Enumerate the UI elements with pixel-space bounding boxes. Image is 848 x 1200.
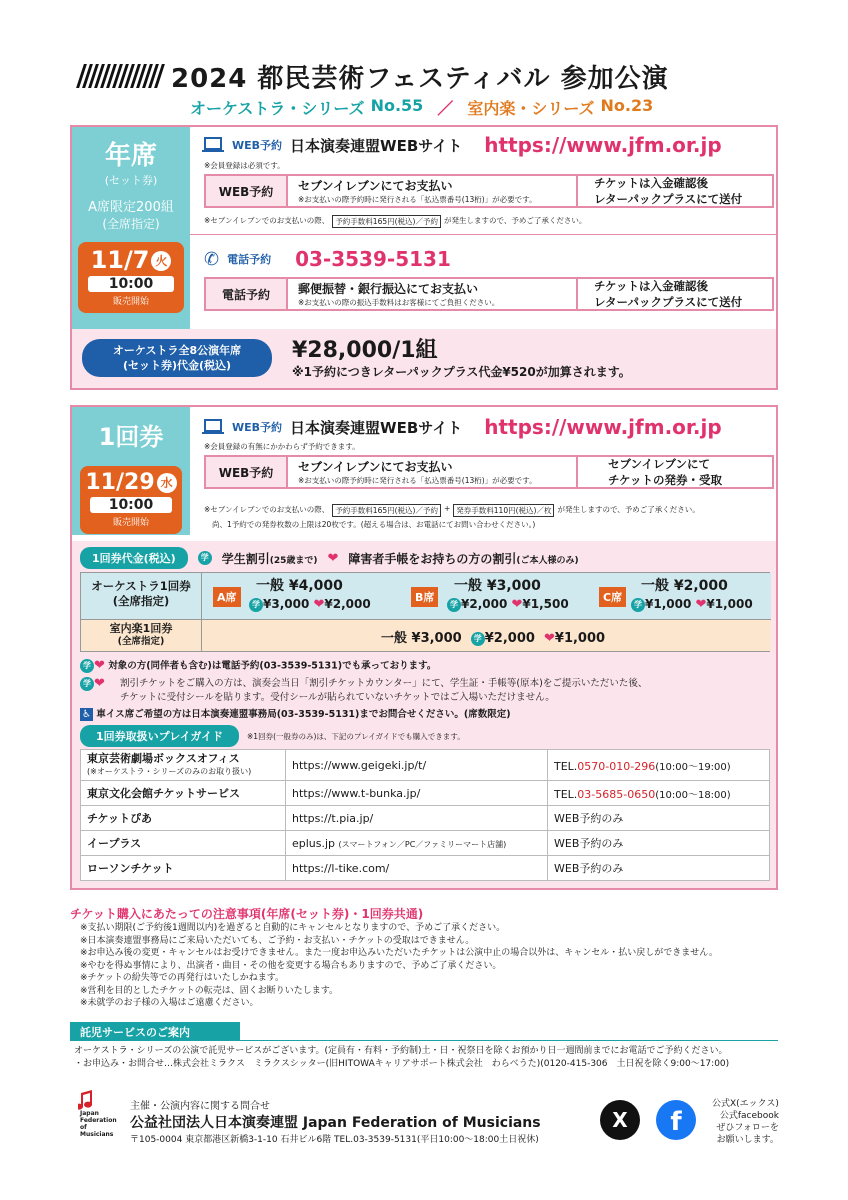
single-fee-b: が発生しますので、予めご了承ください。 xyxy=(557,505,700,514)
season-time: 10:00 xyxy=(88,276,174,292)
phone-icon: ✆ xyxy=(204,248,220,270)
sns-line4: お願いします。 xyxy=(716,1135,779,1145)
season-flow1-step3 xyxy=(578,174,774,208)
season-limit: A席限定200組 xyxy=(88,200,174,215)
guide-tel[interactable]: 03-5685-0650 xyxy=(577,787,656,801)
heart-icon: ❤ xyxy=(544,631,555,646)
guide-note: ※1回券(一般券のみ)は、下記のプレイガイドでも購入できます。 xyxy=(247,731,465,741)
single-fee-box1: 予約手数料165円(税込)／予約 xyxy=(332,504,441,517)
guide-url[interactable]: eplus.jp xyxy=(292,836,336,850)
guide-info-cell xyxy=(548,806,770,831)
guide-name-cell xyxy=(81,750,286,781)
single-web-url[interactable]: https://www.jfm.or.jp xyxy=(484,415,722,439)
guide-info-cell xyxy=(548,831,770,856)
season-web-flow xyxy=(204,174,774,208)
guide-info: (10:00〜19:00) xyxy=(655,761,731,773)
x-icon[interactable]: X xyxy=(600,1100,640,1140)
season-price: ¥28,000/1組 xyxy=(292,338,438,363)
single-web-site: 日本演奏連盟WEBサイト xyxy=(290,418,463,437)
season-date: 11/7 xyxy=(90,246,150,274)
heart-icon: ❤ xyxy=(94,675,105,691)
single-flow-step1: WEB予約 xyxy=(204,455,288,489)
slash: ／ xyxy=(437,99,454,118)
sns-line1: 公式X(エックス) xyxy=(712,1099,779,1109)
seat-b-disabled: ¥1,500 xyxy=(522,597,569,611)
single-flow-step3 xyxy=(578,455,774,489)
season-divider xyxy=(190,234,776,235)
stripes-logo xyxy=(80,64,161,88)
caution-item: ※お申込み後の変更・キャンセルはお受けできません。また一度お申込みいただいたチケットは公演中止の場合以外は、キャンセル・払い戻しができません。 xyxy=(80,948,718,958)
guide-name: 東京芸術劇場ボックスオフィス xyxy=(87,752,240,765)
guide-url-cell xyxy=(286,806,548,831)
music-note-icon xyxy=(78,1090,98,1112)
single-left-column xyxy=(72,407,190,535)
single-price-pill: 1回券代金(税込) xyxy=(80,547,188,569)
season-tel-label: 電話予約 xyxy=(227,253,272,266)
guide-url[interactable]: https://l-tike.com/ xyxy=(292,861,390,875)
series-chamber: 室内楽・シリーズ xyxy=(467,99,595,118)
seat-c-label: C席 xyxy=(599,587,626,607)
seat-a-label: A席 xyxy=(213,587,241,607)
single-web-flow xyxy=(204,455,774,489)
seat-b-student: ¥2,000 xyxy=(461,597,508,611)
guide-url-cell xyxy=(286,856,548,881)
season-flow2-step3-l1: チケットは入金確認後 xyxy=(594,279,708,293)
guide-url[interactable]: https://www.t-bunka.jp/ xyxy=(292,786,421,800)
single-fee-line2: 尚、1予約での発券枚数の上限は20枚です。(超える場合は、お電話にてお問い合わせください。) xyxy=(212,520,536,529)
single-web-note: ※会員登録の有無にかかわらず予約できます。 xyxy=(204,442,360,451)
logo-line2: Federation xyxy=(80,1117,117,1124)
guide-row xyxy=(81,781,770,806)
series-chamber-no: No.23 xyxy=(600,96,654,115)
guide-info: WEB予約のみ xyxy=(554,862,624,875)
guide-tel[interactable]: 0570-010-296 xyxy=(577,759,656,773)
childcare-rule xyxy=(70,1040,778,1041)
single-flow-step3-l2: チケットの発券・受取 xyxy=(608,473,722,487)
student-icon: 学 xyxy=(198,551,212,565)
guide-info-cell xyxy=(548,856,770,881)
heart-icon: ❤ xyxy=(313,597,325,612)
seat-c-disabled: ¥1,000 xyxy=(706,597,753,611)
discount-note3: 車イス席ご希望の方は日本演奏連盟事務局(03-3539-5131)までお問合せください。(席数限定) xyxy=(96,708,511,720)
single-fee-box2: 発券手数料110円(税込)／枚 xyxy=(453,504,554,517)
season-limit-sub: (全席指定) xyxy=(102,217,160,231)
season-fee-note xyxy=(204,215,586,228)
season-tel-flow xyxy=(204,277,774,311)
discount-note2b: チケットに受付シールを貼ります。受付シールが貼られていないチケットではご入場いただけません。 xyxy=(120,691,555,703)
season-web-row xyxy=(202,133,772,157)
student-discount-label: 学生割引 xyxy=(221,551,270,566)
footer-org-en: Japan Federation of Musicians xyxy=(302,1115,541,1131)
single-sale: 販売開始 xyxy=(112,518,149,528)
season-fee-a: ※セブンイレブンでのお支払いの際、 xyxy=(204,216,330,225)
guide-tel-prefix: TEL. xyxy=(554,787,578,801)
single-discount-notes xyxy=(80,659,647,722)
footer-org-jp: 公益社団法人日本演奏連盟 xyxy=(130,1115,298,1131)
guide-name: チケットぴあ xyxy=(87,811,153,825)
season-flow1-step1: WEB予約 xyxy=(204,174,288,208)
heart-icon: ❤ xyxy=(695,597,707,612)
guide-name-cell xyxy=(81,856,286,881)
guide-url-cell xyxy=(286,831,548,856)
student-icon: 学 xyxy=(447,598,461,612)
guide-row xyxy=(81,806,770,831)
guide-name-cell xyxy=(81,806,286,831)
jfm-logo xyxy=(76,1090,120,1142)
caution-item: ※支払い期限(ご予約後1週間以内)を過ぎると自動的にキャンセルとなりますので、予めご了承ください。 xyxy=(80,923,506,933)
discount-note2a: 割引チケットをご購入の方は、演奏会当日「割引チケットカウンター」にて、学生証・手帳等(原本)をご提示いただいた後、 xyxy=(120,677,648,689)
guide-info-cell xyxy=(548,781,770,806)
heart-icon: ❤ xyxy=(511,597,523,612)
season-weekday: 火 xyxy=(151,251,171,271)
wheelchair-icon: ♿ xyxy=(80,708,93,721)
guide-pill: 1回券取扱いプレイガイド xyxy=(80,725,239,747)
footer-org xyxy=(130,1112,541,1132)
caution-item: ※日本演奏連盟事務局にご来局いただいても、ご予約・お支払い・チケットの受取はできません。 xyxy=(80,935,475,946)
seat-c-student: ¥1,000 xyxy=(645,597,692,611)
guide-url[interactable]: https://www.geigeki.jp/t/ xyxy=(292,758,427,772)
guide-row xyxy=(81,856,770,881)
guide-url-cell xyxy=(286,750,548,781)
student-icon: 学 xyxy=(80,677,94,691)
season-price-note: ※1予約につきレターパックプラス代金¥520が加算されます。 xyxy=(292,365,631,379)
season-fee-box: 予約手数料165円(税込)／予約 xyxy=(332,215,441,228)
guide-row xyxy=(81,750,770,781)
logo-line3: of xyxy=(80,1124,87,1131)
season-flow2-step2-text: 郵便振替・銀行振込にてお支払い xyxy=(298,282,479,296)
discount-note1: 対象の方(同伴者も含む)は電話予約(03-3539-5131)でも承っております。 xyxy=(108,660,437,672)
single-price-table xyxy=(80,572,770,652)
guide-info-cell xyxy=(548,750,770,781)
childcare-line1: オーケストラ・シリーズの公演で託児サービスがございます。(定員有・有料・予約制)土・日・祝祭日を除くお預かり日一週間前までにお電話でご予約ください。 xyxy=(74,1046,728,1056)
season-fee-b: が発生しますので、予めご了承ください。 xyxy=(443,216,587,225)
footer-address: 〒105-0004 東京都港区新橋3-1-10 石井ビル6階 TEL.03-3539-5131(平日10:00〜18:00土日祝休) xyxy=(130,1135,539,1145)
series-subtitle xyxy=(190,96,653,119)
sns-line2: 公式facebook xyxy=(719,1111,779,1121)
season-flow1-step2-note: ※お支払いの際予約時に発行される「払込票番号(13桁)」が必要です。 xyxy=(298,195,537,204)
season-tel-number[interactable]: 03-3539-5131 xyxy=(295,247,451,271)
disabled-discount-label: 障害者手帳をお持ちの方の割引 xyxy=(348,551,517,566)
guide-sub: (※オーケストラ・シリーズのみのお取り扱い) xyxy=(87,767,252,776)
single-time: 10:00 xyxy=(90,497,172,513)
orch-price-label xyxy=(81,579,201,609)
seat-a-student: ¥3,000 xyxy=(263,597,310,611)
seat-a-disabled: ¥2,000 xyxy=(324,597,371,611)
logo-line1: Japan xyxy=(80,1110,99,1117)
sns-line3: ぜひフォローを xyxy=(716,1123,779,1133)
guide-name-cell xyxy=(81,831,286,856)
guide-row xyxy=(81,831,770,856)
facebook-icon[interactable]: f xyxy=(656,1100,696,1140)
laptop-icon xyxy=(202,419,224,435)
guide-info: WEB予約のみ xyxy=(554,812,624,825)
chamber-label1: 室内楽1回券 xyxy=(109,622,173,635)
season-web-note: ※会員登録は必須です。 xyxy=(204,161,285,170)
season-left-column xyxy=(72,127,190,329)
price-col-divider xyxy=(201,573,202,651)
season-ticket-card xyxy=(70,125,778,390)
heart-icon: ❤ xyxy=(327,550,339,566)
single-flow-step2 xyxy=(288,455,578,489)
season-flow1-step3-l1: チケットは入金確認後 xyxy=(594,176,708,190)
series-orch: オーケストラ・シリーズ xyxy=(190,99,365,118)
student-icon: 学 xyxy=(631,598,645,612)
season-flow2-step3-l2: レターパックプラスにて送付 xyxy=(594,295,743,309)
single-fee-note xyxy=(204,504,700,517)
header-title-row xyxy=(80,58,780,94)
logo-line4: Musicians xyxy=(80,1131,114,1138)
student-icon: 学 xyxy=(471,632,485,646)
season-date-box xyxy=(78,242,184,313)
childcare-line2: ・お申込み・お問合せ…株式会社ミラクス ミラクスシッター(旧HITOWAキャリアサポート株式会社 わらべうた)(0120-415-306 土日祝を除く9:00〜17:00) xyxy=(74,1058,730,1069)
season-price-label2: (セット券)代金(税込) xyxy=(122,359,232,372)
single-web-row xyxy=(202,415,772,439)
chamber-label2: (全席指定) xyxy=(117,636,165,647)
single-flow-step2-note: ※お支払いの際予約時に発行される「払込票番号(13桁)」が必要です。 xyxy=(298,476,537,485)
single-weekday: 水 xyxy=(157,473,177,493)
season-flow1-step2-text: セブンイレブンにてお支払い xyxy=(298,179,453,193)
cautions-title: チケット購入にあたっての注意事項(年席(セット券)・1回券共通) xyxy=(70,907,424,921)
single-web-label: WEB予約 xyxy=(232,421,283,434)
guide-name: 東京文化会館チケットサービス xyxy=(87,786,241,800)
single-date: 11/29 xyxy=(85,470,155,495)
disabled-discount-sub: (ご本人様のみ) xyxy=(516,555,579,566)
guide-url-cell xyxy=(286,781,548,806)
playguide-table xyxy=(80,749,770,881)
single-flow-step2-text: セブンイレブンにてお支払い xyxy=(298,460,453,474)
caution-item: ※未就学のお子様の入場はご遠慮ください。 xyxy=(80,998,259,1008)
season-web-site: 日本演奏連盟WEBサイト xyxy=(290,136,463,155)
student-icon: 学 xyxy=(249,598,263,612)
heart-icon: ❤ xyxy=(94,658,105,673)
cautions-list xyxy=(80,922,718,1010)
orch-label2: (全席指定) xyxy=(112,594,170,608)
season-flow1-step3-l2: レターパックプラスにて送付 xyxy=(594,192,743,206)
single-ticket-card xyxy=(70,405,778,890)
season-sale: 販売開始 xyxy=(112,297,149,307)
single-fee-a: ※セブンイレブンでのお支払いの際、 xyxy=(204,505,330,514)
guide-header xyxy=(80,725,465,747)
childcare-text xyxy=(74,1045,729,1070)
season-sub: (セット券) xyxy=(104,174,158,187)
season-web-label: WEB予約 xyxy=(232,139,283,152)
guide-name-cell xyxy=(81,781,286,806)
seat-a-general: 一般 ¥4,000 xyxy=(256,578,343,594)
childcare-pill: 託児サービスのご案内 xyxy=(70,1022,240,1040)
student-icon: 学 xyxy=(80,659,94,673)
single-date-box xyxy=(80,466,182,534)
season-flow2-step2-note: ※お支払いの際の振込手数料はお客様にてご負担ください。 xyxy=(298,298,500,307)
caution-item: ※営利を目的としたチケットの転売は、固くお断りいたします。 xyxy=(80,985,339,996)
seat-c-general: 一般 ¥2,000 xyxy=(641,578,728,594)
season-tel-row xyxy=(204,247,451,271)
chamber-general: 一般 ¥3,000 xyxy=(381,631,462,646)
single-flow-step3-l1: セブンイレブンにて xyxy=(608,457,711,471)
series-orch-no: No.55 xyxy=(370,96,424,115)
guide-tel-prefix: TEL. xyxy=(554,759,578,773)
season-label: 年席 xyxy=(104,141,157,171)
season-flow2-step2 xyxy=(288,277,578,311)
caution-item: ※チケットの紛失等での再発行はいたしかねます。 xyxy=(80,973,285,983)
seat-b-general: 一般 ¥3,000 xyxy=(454,578,541,594)
guide-url-sub: (スマートフォン／PC／ファミリーマート店舗) xyxy=(338,839,507,849)
single-price-header xyxy=(80,547,579,569)
caution-item: ※やむを得ぬ事情により、出演者・曲目・その他を変更する場合もありますので、予めご了承ください。 xyxy=(80,960,502,971)
sns-text xyxy=(712,1098,779,1146)
footer-label: 主催・公演内容に関する問合せ xyxy=(130,1101,270,1112)
season-price-row xyxy=(72,329,776,388)
guide-name: ローソンチケット xyxy=(87,861,174,875)
laptop-icon xyxy=(202,137,224,153)
page-title: 2024 都民芸術フェスティバル 参加公演 xyxy=(171,63,669,94)
student-discount-sub: (25歳まで) xyxy=(269,555,318,566)
season-flow1-step2 xyxy=(288,174,578,208)
season-web-url[interactable]: https://www.jfm.or.jp xyxy=(484,133,722,157)
orch-label1: オーケストラ1回券 xyxy=(91,579,191,593)
chamber-disabled: ¥1,000 xyxy=(554,631,606,646)
chamber-price-label xyxy=(81,622,201,648)
seat-b-label: B席 xyxy=(411,587,438,607)
season-price-label xyxy=(82,339,272,377)
season-price-label1: オーケストラ全8公演年席 xyxy=(112,344,242,357)
chamber-student: ¥2,000 xyxy=(484,631,535,646)
season-flow2-step3 xyxy=(578,277,774,311)
single-label: 1回券 xyxy=(98,423,164,451)
guide-info: WEB予約のみ xyxy=(554,837,624,850)
season-flow2-step1: 電話予約 xyxy=(204,277,288,311)
guide-info: (10:00〜18:00) xyxy=(655,789,731,801)
single-fee-plus: + xyxy=(443,504,451,513)
guide-name: イープラス xyxy=(87,836,142,850)
guide-url[interactable]: https://t.pia.jp/ xyxy=(292,811,374,825)
